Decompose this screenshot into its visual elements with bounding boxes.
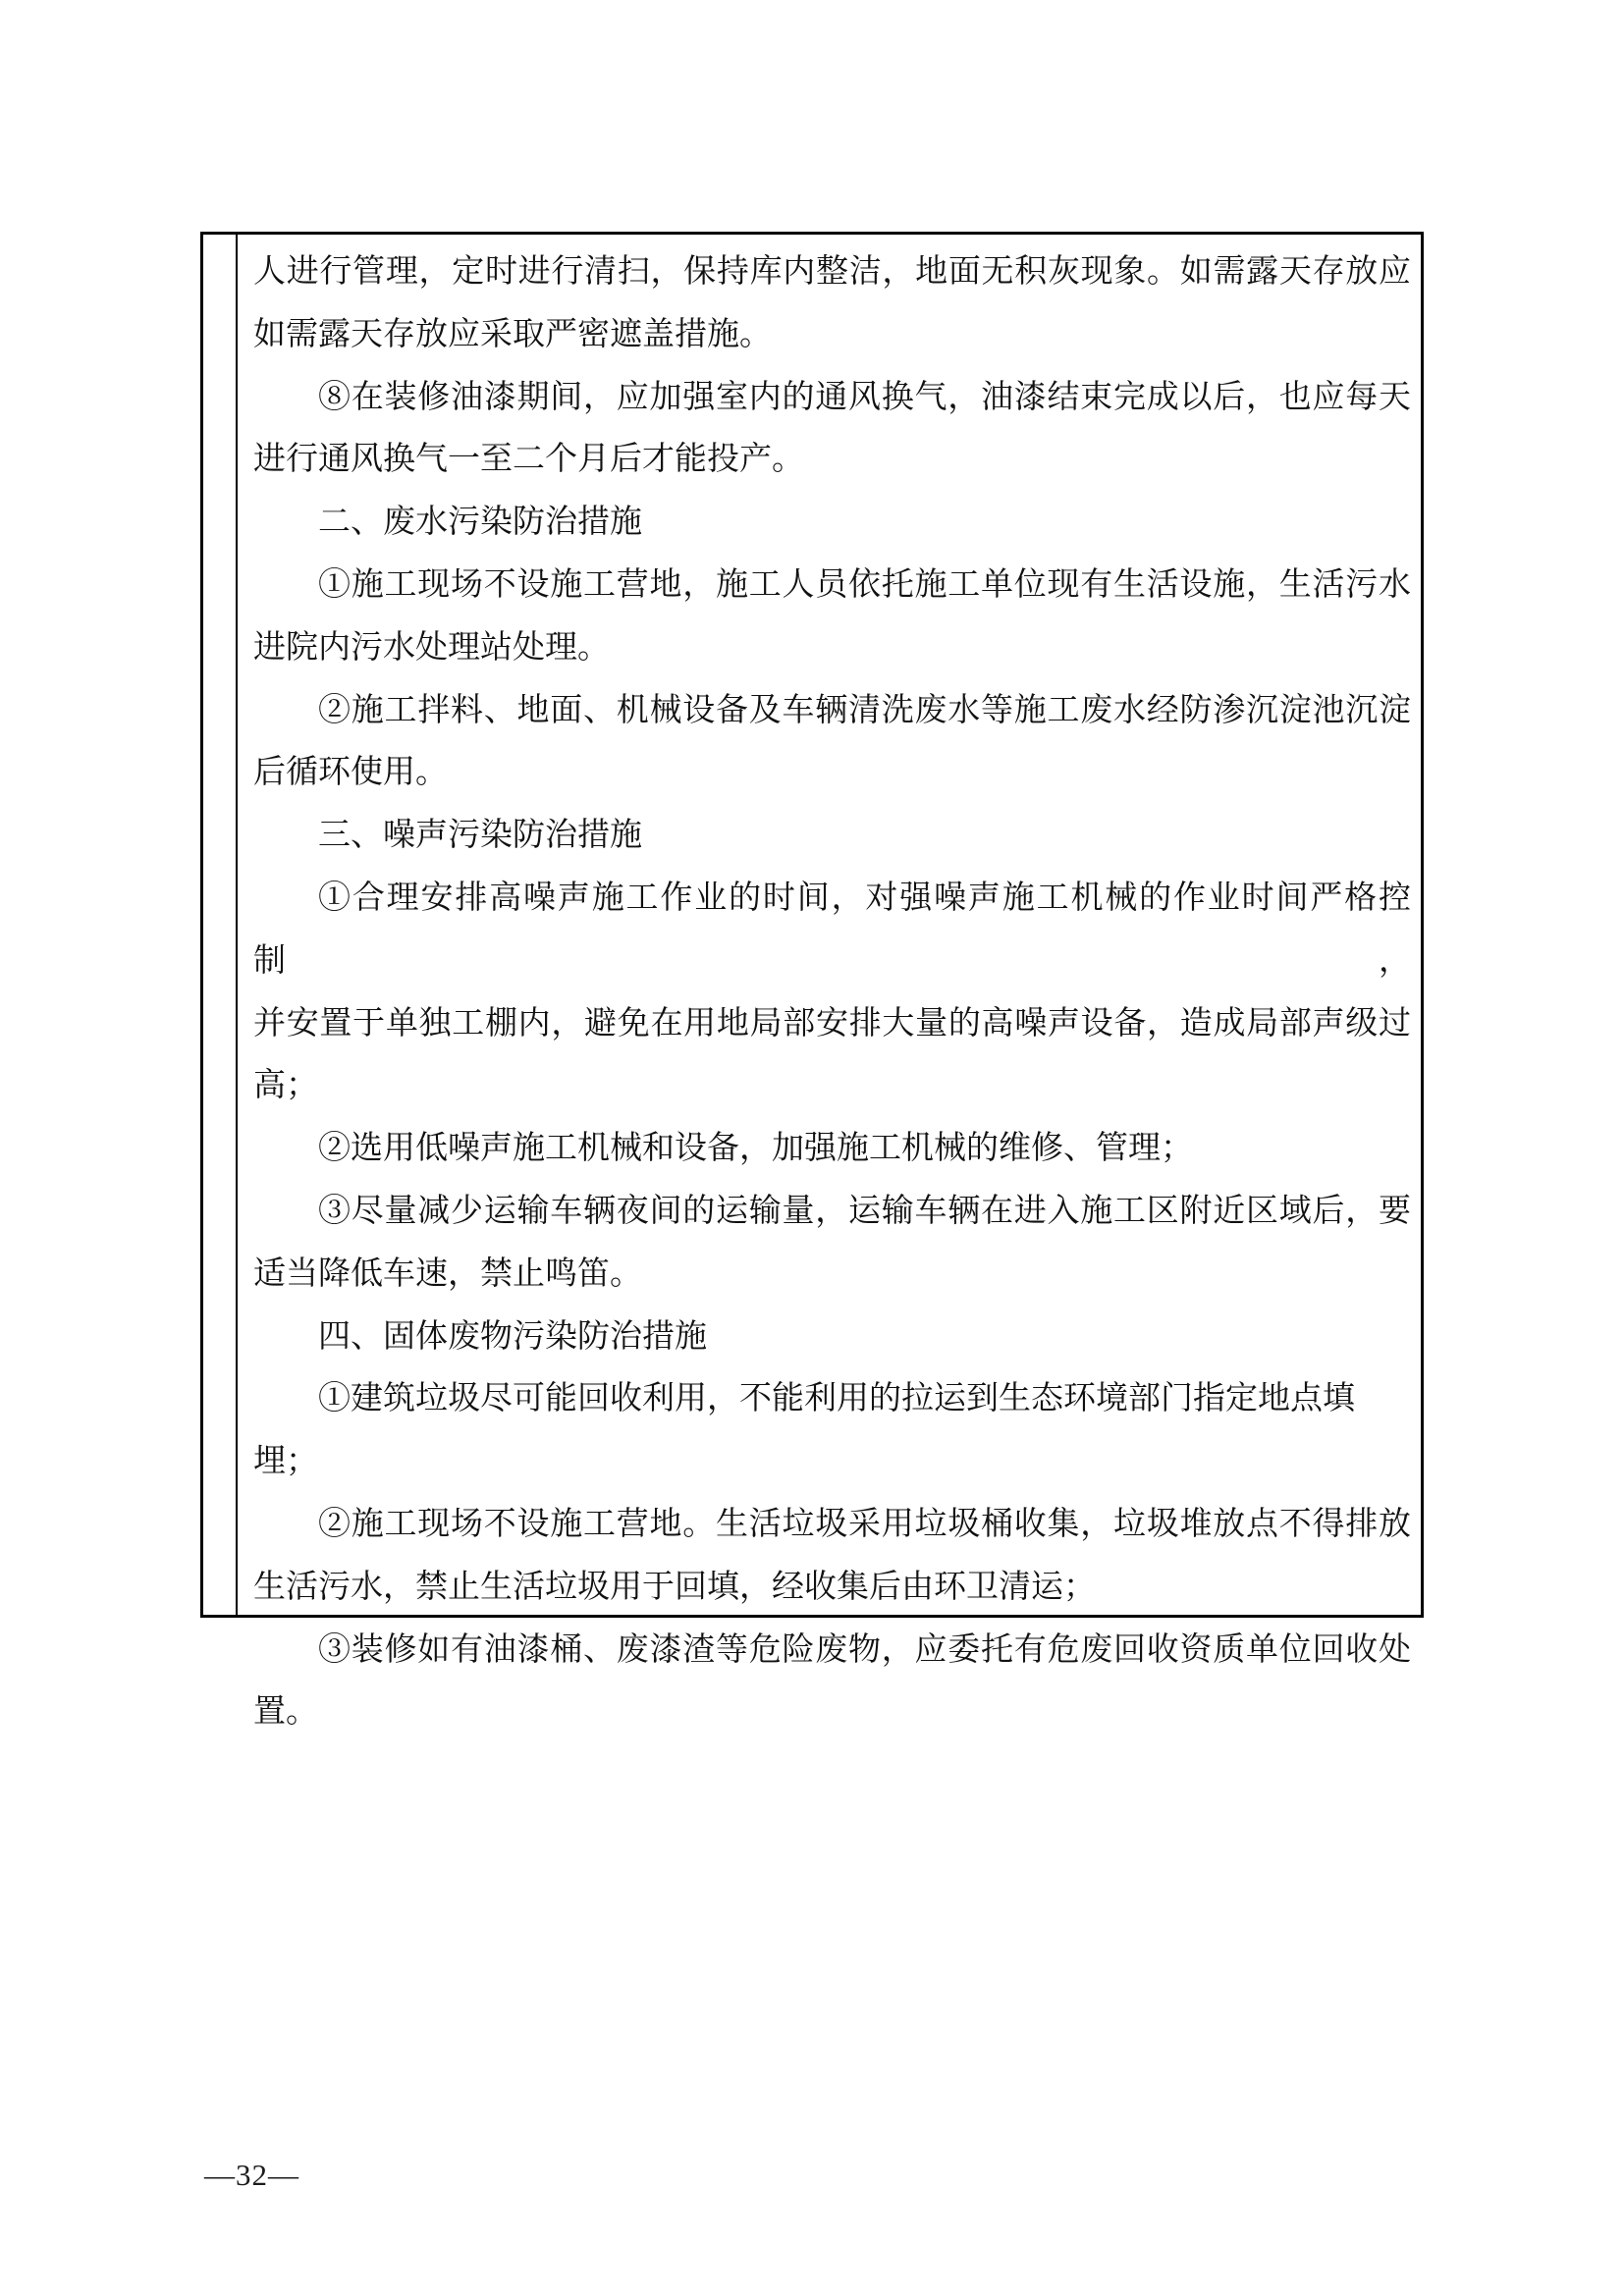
text-line: ②施工拌料、地面、机械设备及车辆清洗废水等施工废水经防渗沉淀池沉淀 — [318, 692, 1411, 728]
text-line: 置。 — [253, 1694, 318, 1731]
text-line: 高； — [253, 1068, 318, 1104]
text-line: ①建筑垃圾尽可能回收利用，不能利用的拉运到生态环境部门指定地点填埋； — [253, 1381, 1355, 1480]
text-line: 进行通风换气一至二个月后才能投产。 — [253, 442, 804, 478]
page-number: —32— — [204, 2158, 299, 2192]
text-line: 后循环使用。 — [253, 755, 448, 791]
text-line: 四、固体废物污染防治措施 — [318, 1318, 707, 1355]
text-line: 进院内污水处理站处理。 — [253, 629, 610, 666]
content-table — [200, 232, 1424, 1731]
text-line: ⑧在装修油漆期间，应加强室内的通风换气，油漆结束完成以后，也应每天 — [318, 379, 1411, 415]
text-line: ①合理安排高噪声施工作业的时间，对强噪声施工机械的作业时间严格控制， — [253, 880, 1411, 979]
text-line: ③装修如有油漆桶、废漆渣等危险废物，应委托有危废回收资质单位回收处 — [318, 1631, 1411, 1668]
table-label-column — [203, 235, 238, 1615]
text-line: 并安置于单独工棚内，避免在用地局部安排大量的高噪声设备，造成局部声级过 — [253, 1005, 1411, 1041]
text-line: 人进行管理，定时进行清扫，保持库内整洁，地面无积灰现象。如需露天存放应 — [253, 254, 1411, 290]
text-line: 如需露天存放应采取严密遮盖措施。 — [253, 316, 772, 352]
text-line: ②施工现场不设施工营地。生活垃圾采用垃圾桶收集，垃圾堆放点不得排放 — [318, 1506, 1411, 1542]
text-line: 三、噪声污染防治措施 — [318, 818, 642, 854]
text-line: 生活污水，禁止生活垃圾用于回填，经收集后由环卫清运； — [253, 1569, 1096, 1605]
text-line: 适当降低车速，禁止鸣笛。 — [253, 1255, 642, 1292]
text-line: ①施工现场不设施工营地，施工人员依托施工单位现有生活设施，生活污水 — [318, 566, 1411, 603]
table-content-cell — [238, 235, 1421, 1731]
text-line: ③尽量减少运输车辆夜间的运输量，运输车辆在进入施工区附近区域后，要 — [318, 1193, 1411, 1229]
text-line: 二、废水污染防治措施 — [318, 505, 642, 541]
text-line: ②选用低噪声施工机械和设备，加强施工机械的维修、管理； — [318, 1131, 1193, 1167]
